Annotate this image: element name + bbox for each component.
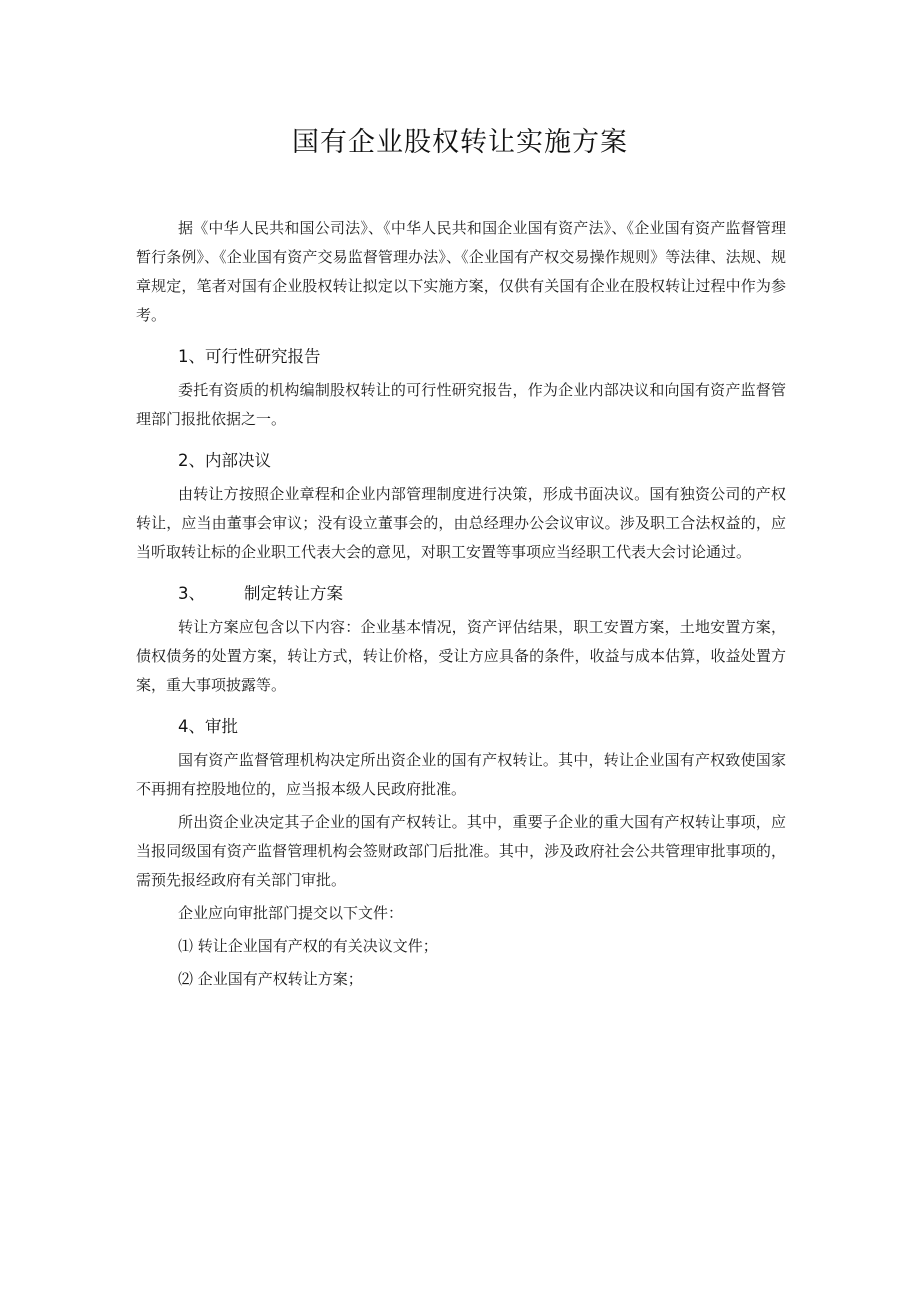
section-paragraph: 由转让方按照企业章程和企业内部管理制度进行决策，形成书面决议。国有独资公司的产权转让，应当由董事会审议；没有设立董事会的，由总经理办公会议审议。涉及职工合法权益的，应当听取转让标的企业职工代表大会的意见，对职工安置等事项应当经职工代表大会讨论通过。 bbox=[136, 485, 786, 561]
section-number: 4、 bbox=[178, 717, 205, 736]
section-paragraph: 国有资产监督管理机构决定所出资企业的国有产权转让。其中，转让企业国有产权致使国家不再拥有控股地位的，应当报本级人民政府批准。 bbox=[136, 751, 786, 798]
list-item: ⑵ 企业国有产权转让方案； bbox=[178, 970, 363, 988]
document-body bbox=[136, 214, 786, 994]
section-number: 3、 bbox=[178, 584, 205, 603]
section-title: 可行性研究报告 bbox=[205, 347, 321, 366]
section-heading-transfer-plan bbox=[136, 579, 786, 608]
section-title: 制定转让方案 bbox=[244, 584, 343, 603]
section-paragraph: 委托有资质的机构编制股权转让的可行性研究报告，作为企业内部决议和向国有资产监督管理部门报批依据之一。 bbox=[136, 381, 786, 428]
section-paragraph: 所出资企业决定其子企业的国有产权转让。其中，重要子企业的重大国有产权转让事项，应当报同级国有资产监督管理机构会签财政部门后批准。其中，涉及政府社会公共管理审批事项的，需预先报经政府有关部门审批。 bbox=[136, 813, 786, 889]
section-number: 2、 bbox=[178, 451, 205, 470]
section-paragraph: 企业应向审批部门提交以下文件： bbox=[178, 904, 404, 922]
section-title: 内部决议 bbox=[205, 451, 271, 470]
document-title: 国有企业股权转让实施方案 bbox=[292, 127, 628, 158]
intro-paragraph: 据《中华人民共和国公司法》、《中华人民共和国企业国有资产法》、《企业国有资产监督管理暂行条例》、《企业国有资产交易监督管理办法》、《企业国有产权交易操作规则》等法律、法规、规章规定，笔者对国有企业股权转让拟定以下实施方案，仅供有关国有企业在股权转让过程中作为参考。 bbox=[136, 219, 786, 324]
section-heading-approval bbox=[136, 712, 786, 741]
list-item: ⑴ 转让企业国有产权的有关决议文件； bbox=[178, 937, 438, 955]
section-number: 1、 bbox=[178, 347, 205, 366]
section-heading-feasibility bbox=[136, 342, 786, 371]
section-paragraph: 转让方案应包含以下内容：企业基本情况，资产评估结果，职工安置方案，土地安置方案，债权债务的处置方案，转让方式，转让价格，受让方应具备的条件，收益与成本估算，收益处置方案，重大事项披露等。 bbox=[136, 618, 786, 694]
section-heading-internal-resolution bbox=[136, 446, 786, 475]
section-title: 审批 bbox=[205, 717, 238, 736]
